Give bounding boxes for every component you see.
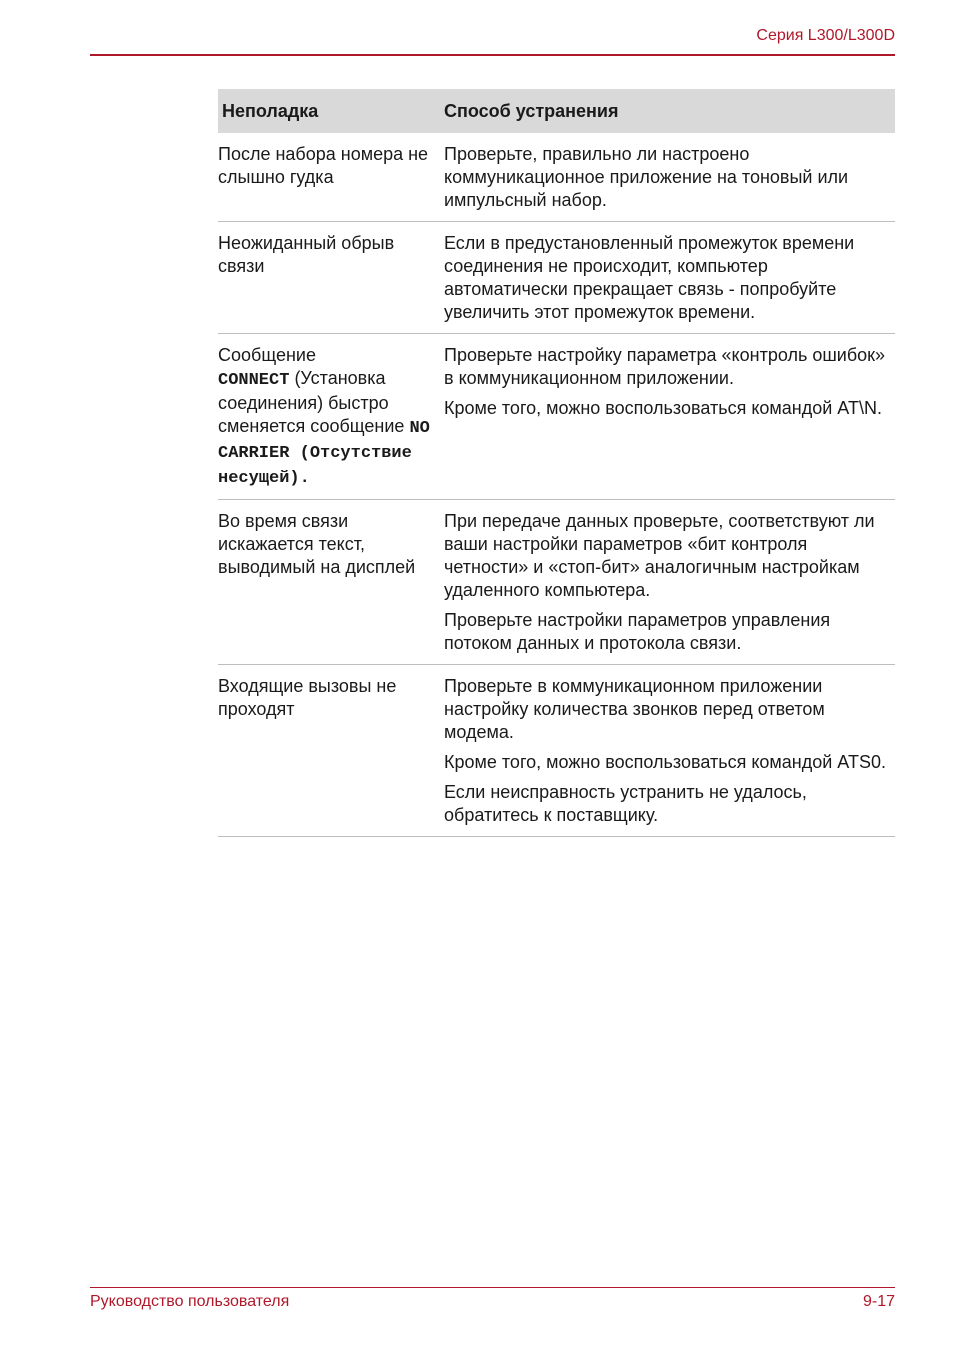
problem-cell: Во время связи искажается текст, выводимый на дисплей	[218, 511, 416, 577]
solution-text: Проверьте, правильно ли настроено коммуникационное приложение на тоновый или импульсный набор.	[444, 144, 849, 210]
problem-cell	[218, 344, 441, 490]
table-row	[218, 133, 895, 222]
problem-text: (Установка соединения) быстро сменяется сообщение	[218, 368, 405, 436]
solution-text: При передаче данных проверьте, соответствуют ли ваши настройки параметров «бит контроля четности» и «стоп-бит» аналогичным настройкам удаленного компьютера.	[444, 511, 875, 600]
column-header-solution: Способ устранения	[444, 100, 619, 121]
solution-cell	[441, 344, 895, 490]
table-row	[218, 500, 895, 665]
table-row	[218, 334, 895, 500]
page-number: 9-17	[862, 1293, 895, 1310]
code-connect: CONNECT	[218, 371, 290, 390]
problem-cell: Неожиданный обрыв связи	[218, 233, 395, 276]
troubleshooting-table	[218, 89, 895, 837]
problem-cell: Входящие вызовы не проходят	[218, 676, 397, 719]
solution-text: Проверьте настройку параметра «контроль ошибок» в коммуникационном приложении.	[444, 345, 886, 388]
solution-cell	[441, 510, 895, 655]
solution-text: Проверьте в коммуникационном приложении настройку количества звонков перед ответом модема.	[444, 676, 825, 742]
footer-manual-title: Руководство пользователя	[90, 1293, 290, 1310]
problem-text: Сообщение	[218, 345, 316, 365]
solution-cell	[441, 232, 895, 324]
page-header-title: Серия L300/L300D	[756, 27, 895, 44]
table-header	[218, 89, 895, 133]
table-row	[218, 222, 895, 334]
solution-text: Если неисправность устранить не удалось, обратитесь к поставщику.	[444, 782, 807, 825]
solution-text: Кроме того, можно воспользоваться командой AT\N.	[444, 398, 882, 418]
table-row	[218, 665, 895, 837]
solution-cell	[441, 143, 895, 212]
column-header-problem: Неполадка	[222, 100, 319, 121]
header-rule	[90, 54, 895, 56]
solution-text: Если в предустановленный промежуток времени соединения не происходит, компьютер автоматически прекращает связь - попробуйте увеличить этот промежуток времени.	[444, 233, 855, 322]
solution-cell	[441, 675, 895, 827]
solution-text: Кроме того, можно воспользоваться командой ATS0.	[444, 752, 886, 772]
problem-cell: После набора номера не слышно гудка	[218, 144, 429, 187]
code-no-carrier: NO CARRIER (Отсутствие несущей).	[218, 419, 430, 488]
footer-rule	[90, 1287, 895, 1288]
solution-text: Проверьте настройки параметров управления потоком данных и протокола связи.	[444, 610, 831, 653]
